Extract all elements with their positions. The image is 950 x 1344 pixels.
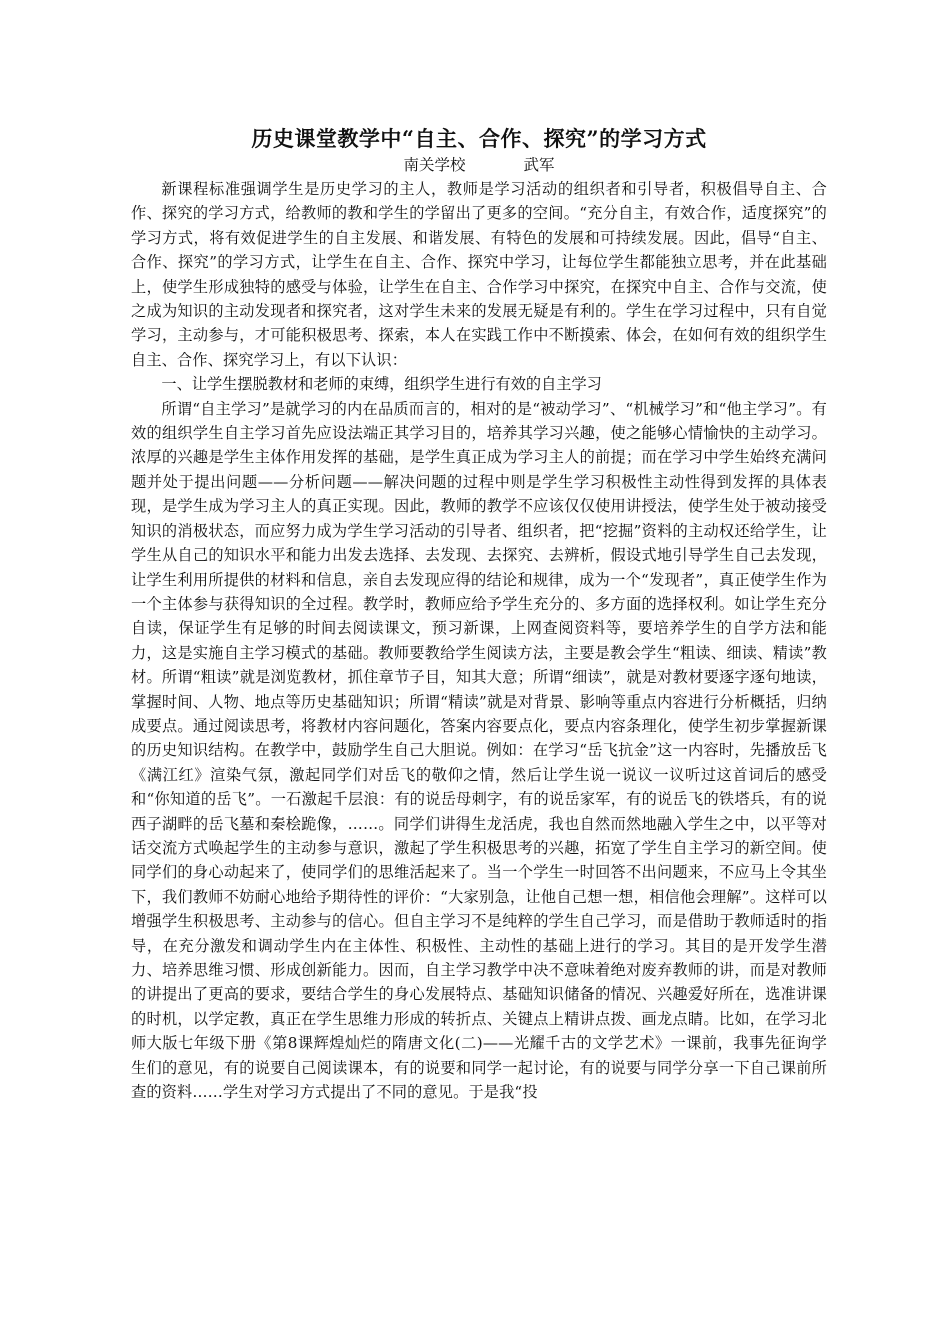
document-title: 历史课堂教学中“自主、合作、探究”的学习方式: [251, 126, 707, 151]
author-school: 南关学校: [403, 156, 466, 174]
intro-paragraph: 新课程标准强调学生是历史学习的主人，教师是学习活动的组织者和引导者，积极倡导自主、合作、探究的学习方式，给教师的教和学生的学留出了更多的空间。“充分自主，有效合作，适度探究”的学习方式，将有效促进学生的自主发展、和谐发展、有特色的发展和可持续发展。因此，倡导“自主、合作、探究”的学习方式，让学生在自主、合作、探究中学习，让每位学生都能独立思考，并在此基础上，使学生形成独特的感受与体验，让学生在自主、合作学习中探究，在探究中自主、合作与交流，使之成为知识的主动发现者和探究者，这对学生未来的发展无疑是有利的。学生在学习过程中，只有自觉学习，主动参与，才可能积极思考、探索，本人在实践工作中不断摸索、体会，在如何有效的组织学生自主、合作、探究学习上，有以下认识：: [131, 180, 827, 369]
byline: [131, 154, 827, 176]
section-heading: 一、让学生摆脱教材和老师的束缚，组织学生进行有效的自主学习: [161, 375, 602, 394]
author-name: 武军: [523, 156, 555, 174]
section-paragraph: 所谓“自主学习”是就学习的内在品质而言的，相对的是“被动学习”、“机械学习”和“他主学习”。有效的组织学生自主学习首先应设法端正其学习目的，培养其学习兴趣，使之能够心情愉快的主动学习。浓厚的兴趣是学生主体作用发挥的基础，是学生真正成为学习主人的前提；而在学习中学生始终充满问题并处于提出问题——分析问题——解决问题的过程中则是学生学习积极性主动性得到发挥的具体表现，是学生成为学习主人的真正实现。因此，教师的教学不应该仅仅使用讲授法，使学生处于被动接受知识的消极状态，而应努力成为学生学习活动的引导者、组织者，把“挖掘”资料的主动权还给学生，让学生从自己的知识水平和能力出发去选择、去发现、去探究、去辨析，假设式地引导学生自己去发现，让学生利用所提供的材料和信息，亲自去发现应得的结论和规律，成为一个“发现者”，真正使学生作为一个主体参与获得知识的全过程。教学时，教师应给予学生充分的、多方面的选择权利。如让学生充分自读，保证学生有足够的时间去阅读课文，预习新课，上网查阅资料等，要培养学生的自学方法和能力，这是实施自主学习模式的基础。教师要教给学生阅读方法，主要是教会学生“粗读、细读、精读”教材。所谓“粗读”就是浏览教材，抓住章节子目，知其大意；所谓“细读”，就是对教材要逐字逐句地读，掌握时间、人物、地点等历史基础知识；所谓“精读”就是对背景、影响等重点内容进行分析概括，归纳成要点。通过阅读思考，将教材内容问题化，答案内容要点化，要点内容条理化，使学生初步掌握新课的历史知识结构。在教学中，鼓励学生自己大胆说。例如：在学习“岳飞抗金”这一内容时，先播放岳飞《满江红》渲染气氛，激起同学们对岳飞的敬仰之情，然后让学生说一说议一议听过这首词后的感受和“你知道的岳飞”。一石激起千层浪：有的说岳母刺字，有的说岳家军，有的说岳飞的铁塔兵，有的说西子湖畔的岳飞墓和秦桧跪像，……。同学们讲得生龙活虎，我也自然而然地融入学生之中，以平等对话交流方式唤起学生的主动参与意识，激起了学生积极思考的兴趣，拓宽了学生自主学习的新空间。使同学们的身心动起来了，使同学们的思维活起来了。当一个学生一时回答不出问题来，不应马上令其坐下，我们教师不妨耐心地给予期待性的评价：“大家别急，让他自己想一想，相信他会理解”。这样可以增强学生积极思考、主动参与的信心。但自主学习不是纯粹的学生自己学习，而是借助于教师适时的指导，在充分激发和调动学生内在主体性、积极性、主动性的基础上进行的学习。其目的是开发学生潜力、培养思维习惯、形成创新能力。因而，自主学习教学中决不意味着绝对废弃教师的讲，而是对教师的讲提出了更高的要求，要结合学生的身心发展特点、基础知识储备的情况、兴趣爱好所在，选准讲课的时机，以学定教，真正在学生思维力形成的转折点、关键点上精讲点拨、画龙点睛。比如，在学习北师大版七年级下册《第8课辉煌灿烂的隋唐文化(二)——光耀千古的文学艺术》一课前，我事先征询学生们的意见，有的说要自己阅读课本，有的说要和同学一起讨论，有的说要与同学分享一下自己课前所查的资料……学生对学习方式提出了不同的意见。于是我“投: [131, 399, 827, 1102]
document-page: [131, 124, 827, 1104]
